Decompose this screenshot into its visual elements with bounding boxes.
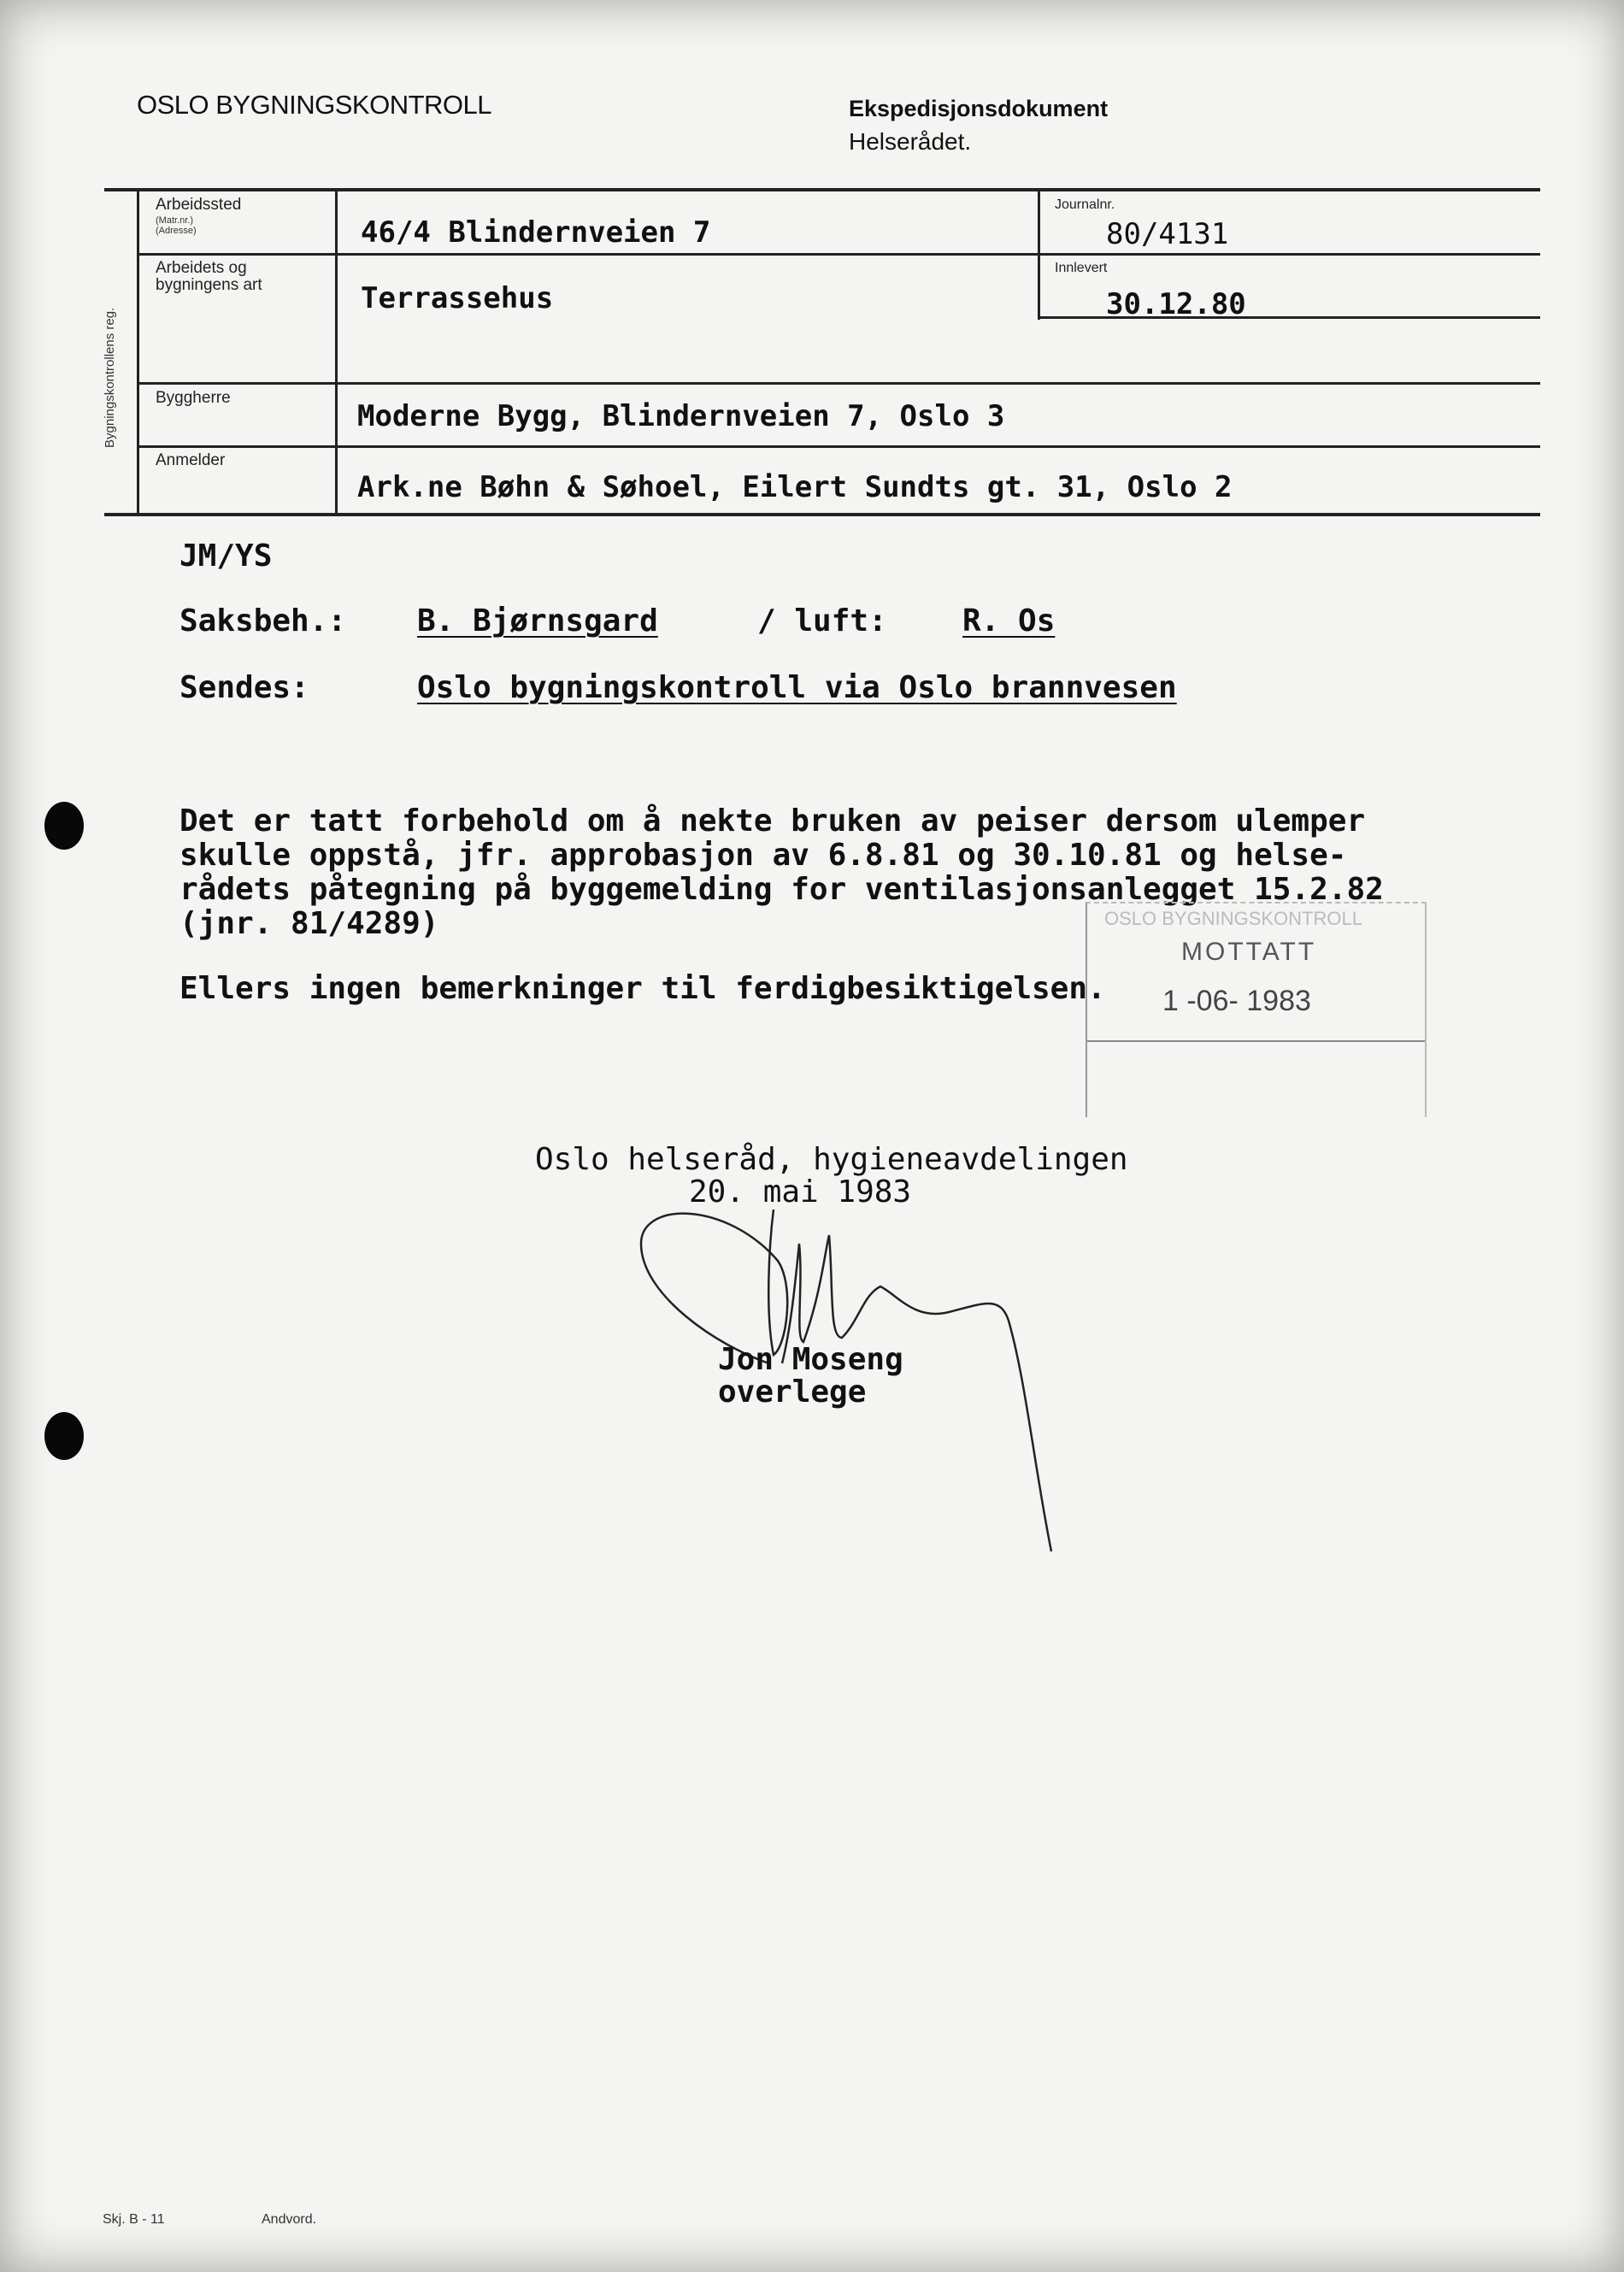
stamp-date: 1 -06- 1983 [1162,985,1311,1017]
art-label-1: Arbeidets og [156,259,247,277]
arbeidssted-sub1: (Matr.nr.) [156,215,194,226]
art-value: Terrassehus [361,281,554,315]
received-stamp [1086,902,1427,1117]
punch-hole-top [44,802,84,850]
signing-office: Oslo helseråd, hygieneavdelingen [535,1142,1128,1177]
art-label-2: bygningens art [156,276,262,294]
sendes-label: Sendes: [179,670,309,705]
organization-name: OSLO BYGNINGSKONTROLL [137,90,491,120]
byggherre-value: Moderne Bygg, Blindernveien 7, Oslo 3 [357,399,1005,433]
journalnr-label: Journalnr. [1055,197,1115,212]
sendes-value: Oslo bygningskontroll via Oslo brannvesen [417,670,1177,705]
stamp-organization: OSLO BYGNINGSKONTROLL [1104,908,1362,929]
journalnr-value: 80/4131 [1106,217,1229,251]
signing-date: 20. mai 1983 [689,1174,912,1210]
paragraph-line-3: rådets påtegning på byggemelding for ventilasjonsanlegget 15.2.82 [179,872,1384,907]
signatory-title: overlege [718,1374,867,1410]
byggherre-label: Byggherre [156,389,231,407]
paragraph-line-2: skulle oppstå, jfr. approbasjon av 6.8.81 og 30.10.81 og helse- [179,838,1347,873]
footer-note: Andvord. [262,2212,317,2227]
paragraph-line-1: Det er tatt forbehold om å nekte bruken av peiser dersom ulemper [179,803,1366,839]
registration-form [104,188,1540,516]
paragraph-line-4: (jnr. 81/4289) [179,906,439,941]
reference-code: JM/YS [179,539,273,574]
arbeidssted-sub2: (Adresse) [156,226,197,236]
form-code: Skj. B - 11 [103,2212,165,2227]
issuer: Helserådet. [849,128,972,155]
closing-remark: Ellers ingen bemerkninger til ferdigbesiktigelsen. [179,971,1106,1006]
luft-value: R. Os [962,603,1056,639]
stamp-received: MOTTATT [1181,938,1317,966]
saksbeh-label: Saksbeh.: [179,603,347,639]
document-type: Ekspedisjonsdokument [849,96,1109,121]
innlevert-label: Innlevert [1055,261,1108,275]
signatory-name: Jon Moseng [718,1342,903,1377]
arbeidssted-value: 46/4 Blindernveien 7 [361,215,711,250]
saksbeh-value: B. Bjørnsgard [417,603,658,639]
form-side-label: Bygningskontrollens reg. [103,307,117,448]
punch-hole-bottom [44,1412,84,1460]
anmelder-label: Anmelder [156,451,226,469]
luft-label: / luft: [757,603,887,639]
innlevert-value: 30.12.80 [1106,287,1246,321]
anmelder-value: Ark.ne Bøhn & Søhoel, Eilert Sundts gt. 31, Oslo 2 [357,470,1233,504]
arbeidssted-label: Arbeidssted [156,196,242,214]
